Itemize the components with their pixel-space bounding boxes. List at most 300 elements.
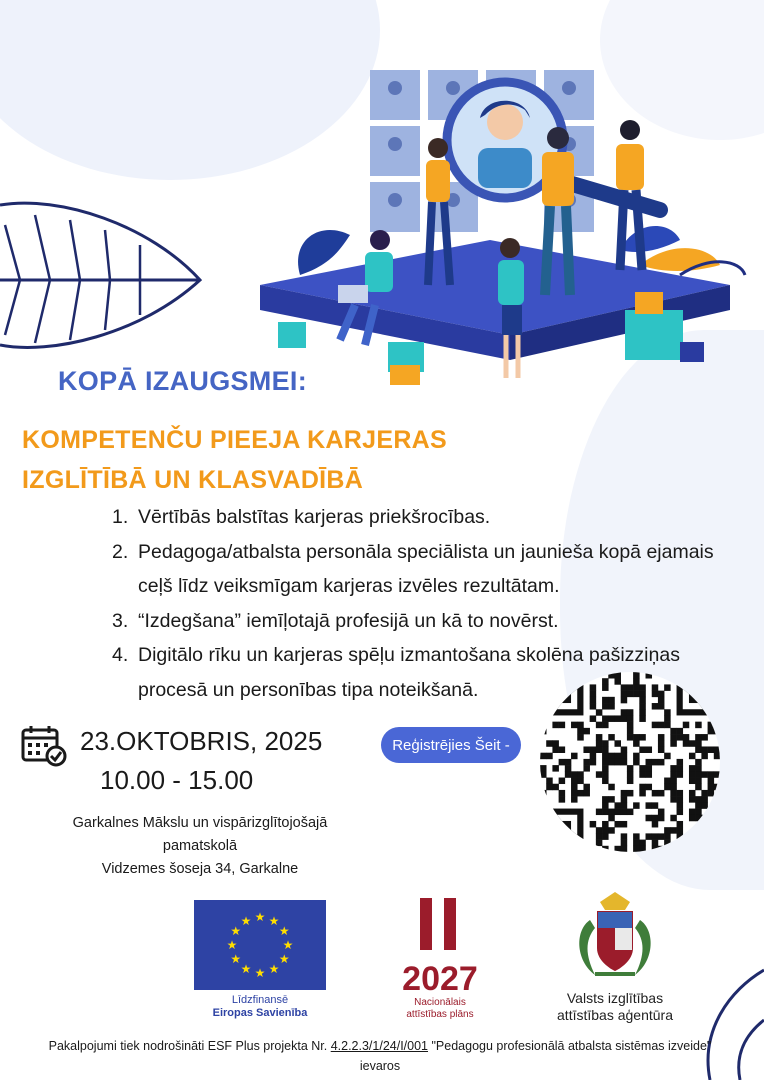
list-number: 3. — [112, 609, 129, 632]
qr-module — [627, 765, 634, 772]
list-number: 2. — [112, 540, 129, 563]
qr-module — [608, 753, 615, 760]
qr-module — [677, 728, 684, 735]
qr-module — [701, 790, 708, 797]
qr-module — [701, 802, 708, 809]
qr-module — [664, 709, 671, 716]
qr-module — [602, 796, 609, 803]
qr-module — [689, 765, 696, 772]
qr-module — [677, 821, 684, 828]
qr-module — [689, 815, 696, 822]
qr-module — [708, 746, 715, 753]
qr-module — [633, 684, 640, 691]
event-venue — [30, 812, 370, 881]
qr-module — [614, 809, 621, 816]
qr-module — [546, 753, 553, 760]
qr-module — [633, 759, 640, 766]
qr-module — [633, 672, 640, 679]
qr-module — [670, 790, 677, 797]
qr-module — [621, 846, 628, 852]
qr-module — [546, 740, 553, 747]
qr-module — [695, 765, 702, 772]
qr-module — [577, 728, 584, 735]
qr-module — [683, 722, 690, 729]
qr-module — [583, 790, 590, 797]
viaa-caption-line: attīstības aģentūra — [557, 1007, 673, 1023]
qr-module — [621, 833, 628, 840]
qr-module — [540, 796, 547, 803]
eu-star: ★ — [230, 924, 242, 938]
qr-module — [621, 715, 628, 722]
qr-module — [602, 802, 609, 809]
qr-module — [670, 815, 677, 822]
coat-of-arms-logo — [570, 890, 660, 986]
qr-module — [540, 728, 547, 735]
qr-module — [658, 746, 665, 753]
qr-module — [590, 691, 597, 698]
qr-module — [621, 684, 628, 691]
qr-module — [639, 703, 646, 710]
list-text: “Izdegšana” iemīļotajā profesijā un kā to novērst. — [138, 609, 559, 632]
qr-module — [670, 827, 677, 834]
qr-module — [614, 821, 621, 828]
qr-module — [664, 684, 671, 691]
qr-module — [602, 821, 609, 828]
qr-module — [627, 771, 634, 778]
qr-module — [627, 715, 634, 722]
qr-module — [608, 703, 615, 710]
qr-module — [708, 784, 715, 791]
qr-module — [646, 765, 653, 772]
qr-module — [621, 821, 628, 828]
qr-module — [677, 759, 684, 766]
page-subtitle — [22, 420, 447, 500]
qr-module — [701, 734, 708, 741]
qr-module — [602, 722, 609, 729]
qr-module — [627, 734, 634, 741]
qr-module — [559, 790, 566, 797]
list-item — [112, 604, 752, 639]
qr-module — [602, 759, 609, 766]
national-plan-logo — [388, 896, 492, 996]
qr-module — [677, 790, 684, 797]
qr-module — [708, 728, 715, 735]
qr-module — [614, 753, 621, 760]
qr-module — [658, 833, 665, 840]
qr-module — [546, 778, 553, 785]
qr-module — [602, 684, 609, 691]
qr-module — [590, 715, 597, 722]
qr-module — [565, 765, 572, 772]
qr-module — [689, 753, 696, 760]
qr-module — [658, 697, 665, 704]
qr-module — [646, 771, 653, 778]
qr-module — [583, 728, 590, 735]
hero-illustration — [240, 60, 750, 410]
qr-module — [670, 778, 677, 785]
qr-module — [652, 840, 659, 847]
qr-module — [602, 771, 609, 778]
footer-prefix: Pakalpojumi tiek nodrošināti ESF Plus projekta Nr. — [48, 1039, 331, 1053]
viaa-caption-line: Valsts izglītības — [566, 990, 664, 1006]
qr-module — [689, 809, 696, 816]
qr-module — [596, 840, 603, 847]
qr-module — [633, 802, 640, 809]
event-time: 10.00 - 15.00 — [100, 765, 254, 795]
qr-module — [677, 734, 684, 741]
qr-module — [552, 740, 559, 747]
qr-module — [639, 715, 646, 722]
qr-finder — [552, 821, 571, 840]
qr-module — [658, 815, 665, 822]
qr-module — [664, 722, 671, 729]
qr-module — [596, 827, 603, 834]
subtitle-line: IZGLĪTĪBĀ UN KLASVADĪBĀ — [22, 466, 364, 494]
qr-module — [621, 753, 628, 760]
qr-module — [646, 833, 653, 840]
venue-line: pamatskolā — [162, 838, 238, 854]
eu-stars — [194, 900, 326, 990]
qr-module — [577, 771, 584, 778]
qr-module — [577, 778, 584, 785]
qr-module — [621, 691, 628, 698]
qr-module — [559, 796, 566, 803]
qr-module — [652, 691, 659, 698]
qr-module — [652, 821, 659, 828]
qr-module — [670, 734, 677, 741]
qr-module — [689, 796, 696, 803]
qr-finder — [546, 815, 577, 846]
page-title: KOPĀ IZAUGSMEI: — [58, 366, 308, 396]
qr-module — [571, 753, 578, 760]
qr-code-icon[interactable] — [540, 672, 720, 852]
qr-module — [633, 740, 640, 747]
qr-module — [658, 722, 665, 729]
qr-module — [621, 697, 628, 704]
qr-module — [621, 840, 628, 847]
qr-module — [627, 790, 634, 797]
qr-module — [652, 722, 659, 729]
qr-module — [571, 796, 578, 803]
qr-module — [608, 827, 615, 834]
qr-module — [596, 771, 603, 778]
eu-star: ★ — [282, 938, 294, 952]
qr-module — [695, 802, 702, 809]
qr-module — [652, 815, 659, 822]
qr-module — [596, 722, 603, 729]
qr-module — [602, 678, 609, 685]
qr-module — [689, 771, 696, 778]
qr-module — [602, 746, 609, 753]
qr-module — [621, 759, 628, 766]
qr-module — [614, 715, 621, 722]
qr-module — [639, 771, 646, 778]
qr-module — [664, 778, 671, 785]
eu-star: ★ — [268, 913, 280, 928]
qr-module — [689, 790, 696, 797]
qr-module — [633, 734, 640, 741]
footer-note — [30, 1036, 730, 1076]
qr-module — [708, 778, 715, 785]
qr-module — [577, 722, 584, 729]
qr-module — [664, 784, 671, 791]
qr-module — [540, 790, 547, 797]
eu-star: ★ — [240, 962, 252, 977]
qr-module — [614, 672, 621, 679]
eu-star: ★ — [268, 962, 280, 977]
qr-module — [646, 784, 653, 791]
qr-module — [627, 722, 634, 729]
eu-star: ★ — [240, 913, 252, 928]
qr-module — [658, 691, 665, 698]
qr-module — [695, 784, 702, 791]
qr-module — [658, 703, 665, 710]
qr-module — [559, 759, 566, 766]
leaf-outline-icon — [0, 185, 210, 360]
qr-module — [552, 784, 559, 791]
np-caption — [380, 997, 500, 1021]
qr-module — [602, 833, 609, 840]
qr-module — [614, 678, 621, 685]
qr-module — [614, 846, 621, 852]
qr-module — [639, 709, 646, 716]
qr-module — [652, 833, 659, 840]
footer-suffix: "Pedagogu profesionālā atbalsta sistēmas izveide" ievaros — [359, 1039, 712, 1073]
qr-module — [602, 703, 609, 710]
qr-module — [664, 715, 671, 722]
qr-module — [658, 809, 665, 816]
qr-module — [621, 802, 628, 809]
qr-module — [627, 778, 634, 785]
qr-module — [614, 802, 621, 809]
qr-module — [571, 790, 578, 797]
np-caption-line: attīstības plāns — [406, 1009, 474, 1020]
np-caption-line: Nacionālais — [414, 997, 466, 1008]
list-item — [112, 535, 752, 604]
qr-module — [602, 715, 609, 722]
qr-module — [608, 759, 615, 766]
qr-module — [633, 753, 640, 760]
qr-module — [677, 771, 684, 778]
qr-module — [559, 778, 566, 785]
qr-module — [670, 771, 677, 778]
register-button[interactable]: Reģistrējies Šeit - — [381, 727, 521, 763]
qr-module — [571, 778, 578, 785]
qr-module — [596, 740, 603, 747]
qr-module — [708, 790, 715, 797]
qr-module — [646, 815, 653, 822]
eu-star: ★ — [254, 910, 266, 924]
qr-module — [677, 765, 684, 772]
qr-module — [664, 753, 671, 760]
qr-module — [695, 722, 702, 729]
qr-module — [627, 809, 634, 816]
qr-module — [540, 765, 547, 772]
qr-module — [658, 759, 665, 766]
qr-module — [583, 759, 590, 766]
qr-module — [621, 790, 628, 797]
project-number: 4.2.2.3/1/24/I/001 — [330, 1039, 429, 1053]
qr-module — [670, 765, 677, 772]
qr-module — [639, 790, 646, 797]
qr-module — [652, 684, 659, 691]
list-number: 1. — [112, 506, 129, 528]
qr-module — [695, 771, 702, 778]
np-year: 2027 — [402, 960, 478, 996]
qr-module — [602, 827, 609, 834]
qr-module — [664, 833, 671, 840]
list-text: Pedagoga/atbalsta personāla speciālista un jaunieša kopā ejamais ceļš līdz veiksmīgam karjeras izvēles rezultātam. — [138, 540, 714, 597]
qr-module — [571, 722, 578, 729]
qr-module — [627, 709, 634, 716]
qr-module — [608, 796, 615, 803]
venue-line: Garkalnes Mākslu un vispārizglītojošajā — [72, 815, 328, 831]
qr-module — [559, 746, 566, 753]
qr-module — [633, 840, 640, 847]
qr-module — [695, 746, 702, 753]
eu-caption-line: Līdzfinansē — [231, 994, 289, 1006]
qr-module — [590, 759, 597, 766]
qr-module — [583, 784, 590, 791]
eu-star: ★ — [226, 938, 238, 952]
qr-module — [577, 734, 584, 741]
event-date: 23.OKTOBRIS, 2025 — [80, 726, 323, 756]
qr-module — [565, 759, 572, 766]
subtitle-line: KOMPETENČU PIEEJA KARJERAS — [22, 426, 447, 454]
qr-module — [670, 740, 677, 747]
qr-module — [683, 740, 690, 747]
qr-module — [677, 809, 684, 816]
qr-module — [571, 784, 578, 791]
qr-module — [639, 697, 646, 704]
qr-module — [571, 771, 578, 778]
eu-star: ★ — [278, 952, 290, 966]
qr-module — [540, 753, 547, 760]
qr-module — [590, 846, 597, 852]
qr-module — [590, 746, 597, 753]
calendar-check-icon — [20, 724, 68, 768]
qr-module — [590, 703, 597, 710]
qr-module — [677, 802, 684, 809]
qr-module — [614, 759, 621, 766]
qr-module — [701, 796, 708, 803]
qr-module — [639, 691, 646, 698]
qr-module — [695, 796, 702, 803]
qr-module — [708, 771, 715, 778]
qr-module — [602, 753, 609, 760]
eu-caption-line: Eiropas Savienība — [212, 1007, 308, 1019]
qr-module — [639, 746, 646, 753]
qr-module — [701, 753, 708, 760]
qr-module — [689, 778, 696, 785]
qr-module — [552, 746, 559, 753]
qr-module — [602, 809, 609, 816]
qr-module — [646, 746, 653, 753]
qr-module — [583, 746, 590, 753]
qr-module — [540, 771, 547, 778]
qr-module — [590, 821, 597, 828]
qr-module — [602, 697, 609, 704]
qr-module — [596, 833, 603, 840]
eu-flag-logo — [194, 900, 326, 990]
qr-module — [633, 678, 640, 685]
qr-module — [701, 771, 708, 778]
qr-module — [596, 734, 603, 741]
qr-module — [590, 753, 597, 760]
qr-module — [577, 790, 584, 797]
qr-module — [602, 765, 609, 772]
qr-module — [608, 784, 615, 791]
qr-module — [602, 740, 609, 747]
qr-module — [552, 722, 559, 729]
qr-module — [714, 753, 720, 760]
qr-module — [602, 846, 609, 852]
qr-module — [627, 728, 634, 735]
qr-module — [621, 796, 628, 803]
qr-module — [627, 691, 634, 698]
qr-module — [652, 759, 659, 766]
qr-module — [695, 778, 702, 785]
qr-module — [565, 771, 572, 778]
qr-module — [608, 697, 615, 704]
qr-module — [614, 740, 621, 747]
qr-module — [608, 734, 615, 741]
qr-module — [683, 734, 690, 741]
venue-line: Vidzemes šoseja 34, Garkalne — [101, 861, 299, 877]
qr-module — [608, 809, 615, 816]
qr-module — [646, 802, 653, 809]
qr-module — [677, 827, 684, 834]
qr-module — [633, 846, 640, 852]
qr-module — [621, 709, 628, 716]
qr-module — [552, 765, 559, 772]
qr-module — [695, 809, 702, 816]
qr-module — [639, 684, 646, 691]
qr-module — [695, 740, 702, 747]
qr-module — [639, 784, 646, 791]
qr-module — [596, 746, 603, 753]
qr-module — [596, 709, 603, 716]
list-text: Digitālo rīku un karjeras spēļu izmantošana skolēna pašizziņas procesā un personības tipa noteikšanā. — [138, 644, 680, 701]
qr-module — [664, 827, 671, 834]
qr-module — [633, 833, 640, 840]
qr-module — [621, 746, 628, 753]
eu-star: ★ — [254, 966, 266, 980]
qr-module — [652, 802, 659, 809]
qr-module — [596, 809, 603, 816]
qr-module — [639, 734, 646, 741]
qr-module — [701, 746, 708, 753]
eu-star: ★ — [278, 924, 290, 938]
qr-module — [559, 722, 566, 729]
qr-module — [677, 796, 684, 803]
qr-module — [658, 740, 665, 747]
qr-module — [670, 784, 677, 791]
list-item — [112, 500, 752, 535]
list-number: 4. — [112, 644, 129, 666]
qr-module — [546, 784, 553, 791]
qr-module — [652, 703, 659, 710]
qr-module — [621, 809, 628, 816]
eu-star: ★ — [230, 952, 242, 966]
qr-module — [583, 765, 590, 772]
qr-module — [670, 728, 677, 735]
qr-module — [646, 759, 653, 766]
qr-module — [670, 796, 677, 803]
qr-module — [608, 815, 615, 822]
qr-module — [652, 790, 659, 797]
viaa-caption — [540, 990, 690, 1024]
